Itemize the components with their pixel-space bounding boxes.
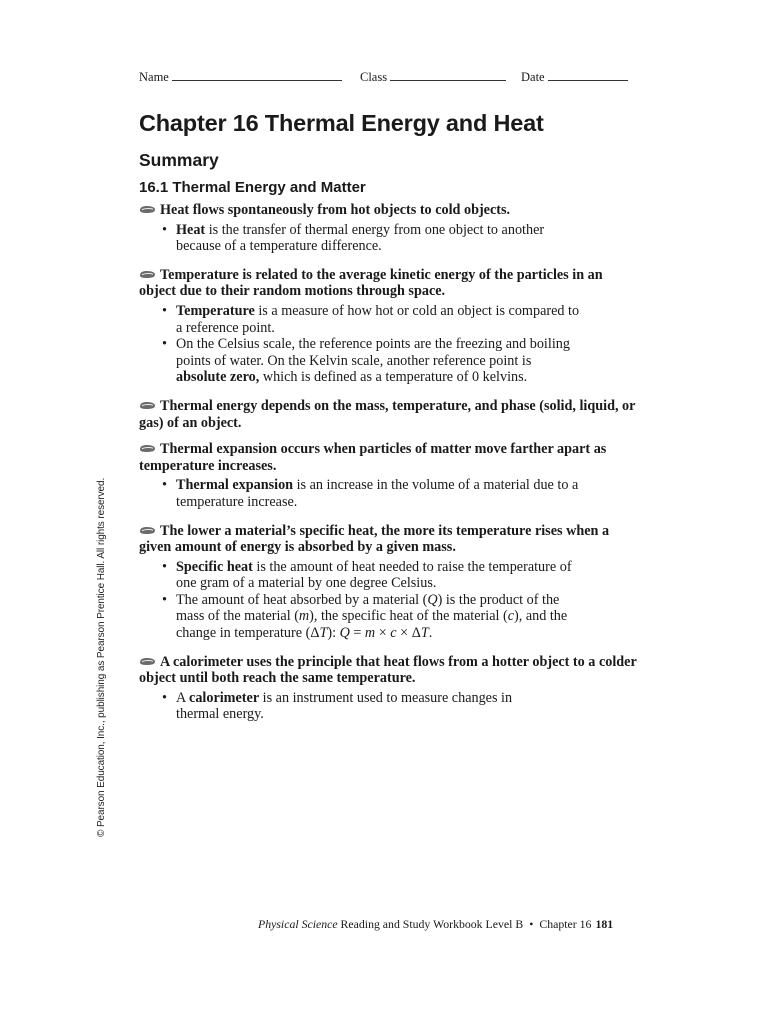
footer-book-title: Physical Science: [258, 917, 338, 931]
footer-book-subtitle: Reading and Study Workbook Level B: [340, 917, 524, 931]
bullet-item: [162, 559, 639, 592]
name-blank-line: [172, 69, 342, 81]
class-label: Class: [360, 70, 388, 84]
name-field: [139, 69, 342, 85]
section-heading: 16.1 Thermal Energy and Matter: [139, 179, 366, 196]
bullet-dot: •: [162, 336, 167, 353]
key-concept-statement: [139, 523, 639, 556]
summary-content: [139, 202, 639, 735]
bullet-dot: •: [162, 689, 167, 706]
bullet-list: [139, 477, 639, 510]
key-concept-icon: [139, 523, 156, 532]
key-concept-icon: [139, 398, 156, 407]
summary-heading: Summary: [139, 150, 219, 170]
bullet-list: [139, 690, 639, 723]
bullet-dot: •: [162, 477, 167, 494]
page-footer: [258, 917, 638, 932]
key-concept-statement: [139, 267, 639, 300]
class-blank-line: [390, 69, 506, 81]
bullet-text: Heat is the transfer of thermal energy from one object to another because of a temperature difference.: [176, 221, 545, 255]
key-concept-block: [139, 523, 639, 642]
page-number: 181: [595, 917, 614, 931]
bullet-list: [139, 222, 639, 255]
key-concept-icon: [139, 441, 156, 450]
bullet-dot: •: [162, 558, 167, 575]
chapter-title: Chapter 16 Thermal Energy and Heat: [139, 110, 544, 136]
class-field: [360, 69, 506, 85]
bullet-list: [139, 559, 639, 642]
bullet-item: [162, 336, 639, 386]
key-concept-block: [139, 202, 639, 255]
bullet-list: [139, 303, 639, 386]
key-concept-statement: [139, 654, 639, 687]
key-concept-text: The lower a material’s specific heat, the more its temperature rises when a given amount of energy is absorbed by a given mass.: [139, 522, 610, 556]
key-concept-icon: [139, 267, 156, 276]
key-concept-block: [139, 654, 639, 723]
bullet-text: Specific heat is the amount of heat needed to raise the temperature of one gram of a material by one degree Celsius.: [176, 558, 572, 592]
key-concept-block: [139, 398, 639, 431]
key-concept-icon: [139, 654, 156, 663]
key-concept-text: Temperature is related to the average kinetic energy of the particles in an object due to their random motions through space.: [139, 266, 603, 300]
bullet-dot: •: [162, 302, 167, 319]
bullet-text: The amount of heat absorbed by a material (Q) is the product of the mass of the material (m), the specific heat of the material (c), and the change in temperature (ΔT): Q = m × c × ΔT.: [176, 591, 568, 642]
bullet-dot: •: [162, 591, 167, 608]
bullet-item: [162, 592, 639, 642]
key-concept-text: Thermal expansion occurs when particles of matter move farther apart as temperature increases.: [139, 441, 607, 474]
key-concept-statement: [139, 441, 639, 474]
key-concept-block: [139, 267, 639, 386]
footer-separator: •: [529, 917, 534, 931]
bullet-text: A calorimeter is an instrument used to measure changes in thermal energy.: [176, 689, 513, 723]
copyright-notice: © Pearson Education, Inc., publishing as Pearson Prentice Hall. All rights reserved.: [96, 477, 107, 837]
name-label: Name: [139, 70, 169, 84]
bullet-dot: •: [162, 221, 167, 238]
key-concept-text: Heat flows spontaneously from hot objects to cold objects.: [160, 202, 511, 218]
key-concept-statement: [139, 202, 639, 219]
date-field: [521, 69, 628, 85]
bullet-text: Temperature is a measure of how hot or cold an object is compared to a reference point.: [176, 302, 580, 336]
date-blank-line: [548, 69, 628, 81]
name-class-date-header: [139, 69, 639, 85]
bullet-item: [162, 303, 639, 336]
date-label: Date: [521, 70, 545, 84]
footer-chapter: Chapter 16: [539, 917, 592, 931]
bullet-item: [162, 690, 639, 723]
bullet-item: [162, 222, 639, 255]
key-concept-text: Thermal energy depends on the mass, temperature, and phase (solid, liquid, or gas) of an object.: [139, 397, 636, 431]
key-concept-statement: [139, 398, 639, 431]
bullet-text: Thermal expansion is an increase in the volume of a material due to a temperature increase.: [176, 477, 579, 510]
bullet-text: On the Celsius scale, the reference points are the freezing and boiling points of water. On the Kelvin scale, another reference point is absolute zero, which is defined as a temperature of 0 kelvins.: [176, 336, 570, 386]
bullet-item: [162, 477, 639, 510]
key-concept-icon: [139, 202, 156, 211]
key-concept-text: A calorimeter uses the principle that heat flows from a hotter object to a colder object until both reach the same temperature.: [139, 653, 637, 687]
key-concept-block: [139, 441, 639, 510]
